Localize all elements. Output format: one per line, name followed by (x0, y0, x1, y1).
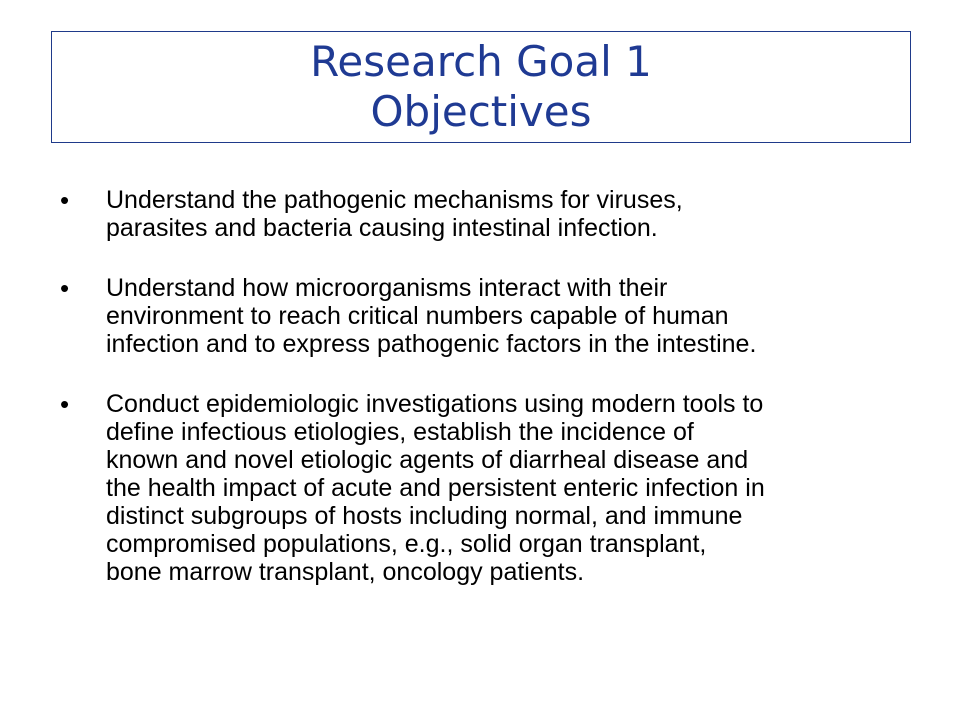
objective-text-line: parasites and bacteria causing intestinal infection. (106, 214, 658, 242)
objective-item (58, 390, 948, 586)
bullet-icon: • (60, 185, 70, 215)
objective-text-line: define infectious etiologies, establish the incidence of (106, 418, 694, 446)
slide-title-line-2: Objectives (370, 87, 592, 136)
objective-text-line: environment to reach critical numbers capable of human (106, 302, 729, 330)
objective-text-line: Conduct epidemiologic investigations using modern tools to (106, 390, 764, 418)
objective-item (58, 274, 948, 358)
objective-text-line: Understand the pathogenic mechanisms for viruses, (106, 186, 683, 214)
objective-text (106, 186, 948, 242)
slide-title-box (51, 31, 911, 143)
objective-item (58, 186, 948, 242)
objective-text-line: infection and to express pathogenic factors in the intestine. (106, 330, 757, 358)
objective-text-line: distinct subgroups of hosts including normal, and immune (106, 502, 743, 530)
objective-text-line: Understand how microorganisms interact with their (106, 274, 668, 302)
objective-text-line: bone marrow transplant, oncology patients. (106, 558, 585, 586)
objective-text (106, 274, 948, 358)
objective-text (106, 390, 948, 586)
objective-text-line: compromised populations, e.g., solid organ transplant, (106, 530, 707, 558)
objective-text-line: known and novel etiologic agents of diarrheal disease and (106, 446, 749, 474)
slide-title-line-1: Research Goal 1 (310, 37, 652, 86)
bullet-icon: • (60, 389, 70, 419)
objectives-list (58, 186, 948, 618)
objective-text-line: the health impact of acute and persistent enteric infection in (106, 474, 765, 502)
bullet-icon: • (60, 273, 70, 303)
